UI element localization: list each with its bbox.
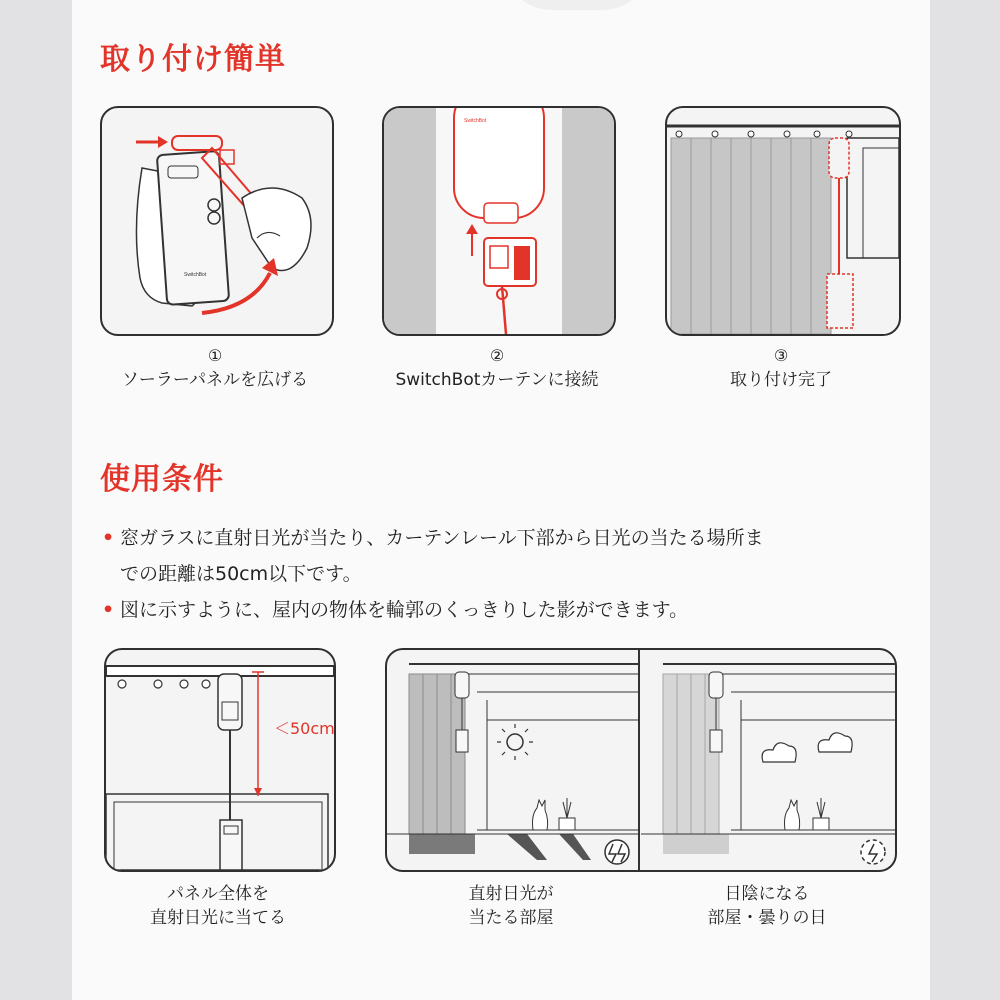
installation-heading: 取り付け簡単 xyxy=(100,42,286,77)
condition-line: での距離は50cm以下です。 xyxy=(120,563,362,585)
caption-line: 部屋・曇りの日 xyxy=(707,908,827,928)
bullet-marker: • xyxy=(102,527,115,549)
step3-number: ③ xyxy=(773,346,789,365)
step3-caption xyxy=(665,344,897,392)
caption-line: パネル全体を xyxy=(167,884,269,904)
condition-item xyxy=(100,592,900,628)
step1-caption xyxy=(100,344,330,392)
caption-line: 直射日光が xyxy=(468,884,554,904)
step2-number: ② xyxy=(489,346,505,365)
step3-illustration xyxy=(665,106,901,336)
bullet-marker: • xyxy=(102,599,115,621)
step2-illustration xyxy=(382,106,616,336)
caption-line: 日陰になる xyxy=(724,884,810,904)
conditions-list xyxy=(100,520,900,628)
step2-logo: SwitchBot xyxy=(464,118,487,124)
step1-illustration xyxy=(100,106,334,336)
condition23-illustration xyxy=(385,648,897,872)
caption-line: 直射日光に当てる xyxy=(150,908,286,928)
step2-label: SwitchBotカーテンに接続 xyxy=(395,370,599,390)
step3-label: 取り付け完了 xyxy=(730,370,832,390)
condition-item xyxy=(100,520,900,592)
step1-label: ソーラーパネルを広げる xyxy=(121,370,309,390)
condition3-caption xyxy=(641,882,893,930)
decorative-disc xyxy=(502,0,652,10)
step1-number: ① xyxy=(207,346,223,365)
distance-label: ＜50cm xyxy=(274,719,335,738)
condition2-caption xyxy=(385,882,637,930)
caption-line: 当たる部屋 xyxy=(468,908,554,928)
condition-line: 図に示すように、屋内の物体を輪郭のくっきりした影ができます。 xyxy=(120,599,689,621)
step1-logo: SwitchBot xyxy=(184,272,207,278)
condition-line: 窓ガラスに直射日光が当たり、カーテンレール下部から日光の当たる場所ま xyxy=(120,527,764,549)
conditions-heading: 使用条件 xyxy=(100,462,224,497)
condition1-caption xyxy=(104,882,332,930)
condition1-illustration xyxy=(104,648,336,872)
step2-caption xyxy=(382,344,612,392)
